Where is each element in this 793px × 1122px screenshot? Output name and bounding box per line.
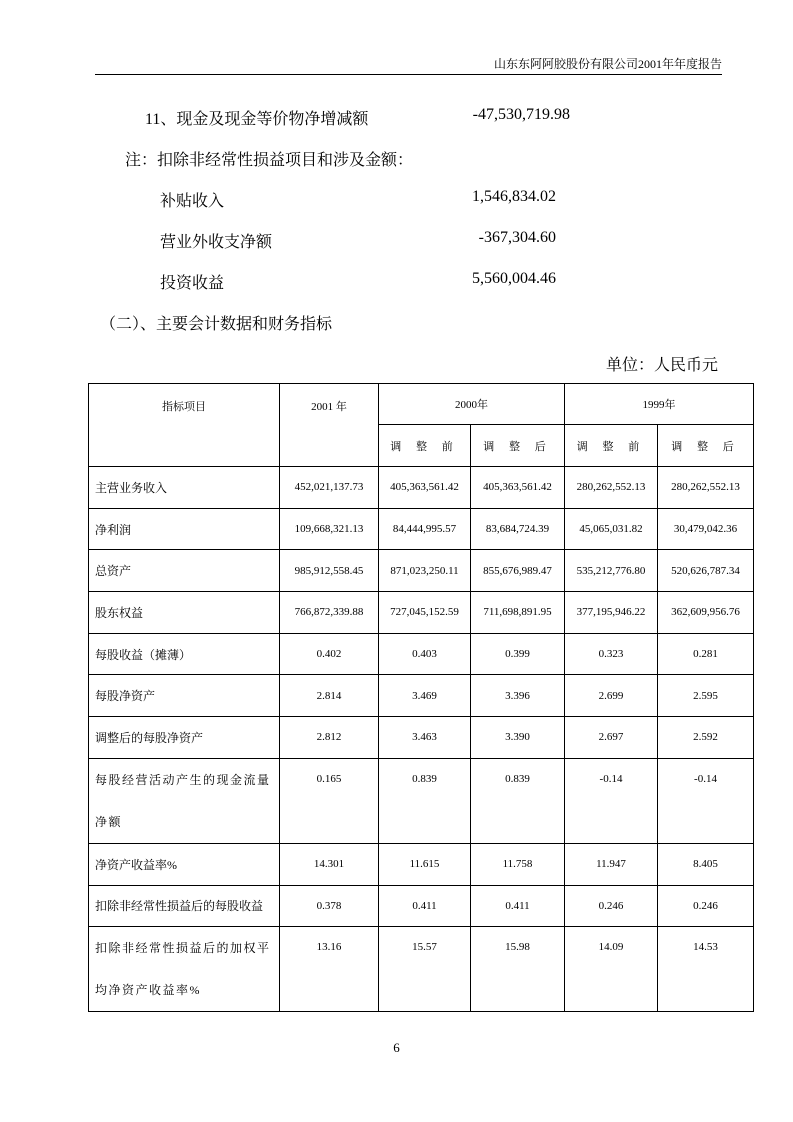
row-value: 871,023,250.11: [379, 550, 471, 592]
page-number: 6: [393, 1040, 400, 1055]
row-value: 8.405: [658, 843, 754, 885]
header-2000: 2000年: [379, 384, 565, 425]
row-value: 11.758: [471, 843, 565, 885]
row-value: 0.378: [280, 885, 379, 927]
note-item-label: 补贴收入: [160, 193, 225, 210]
row-value: 45,065,031.82: [565, 508, 658, 550]
note-item-value: 1,546,834.02: [472, 188, 556, 205]
row-value: 2.697: [565, 717, 658, 759]
row-value: 0.246: [658, 885, 754, 927]
note-item-value: 5,560,004.46: [472, 270, 556, 287]
table-row: [89, 885, 754, 927]
row-value: 15.98: [471, 927, 565, 1012]
table-row: [89, 843, 754, 885]
row-label: 调整后的每股净资产: [89, 717, 280, 759]
row-label: 总资产: [89, 550, 280, 592]
row-value: 3.469: [379, 675, 471, 717]
table-row: [89, 758, 754, 843]
row-value: 3.390: [471, 717, 565, 759]
row-value: 84,444,995.57: [379, 508, 471, 550]
table-row: [89, 508, 754, 550]
row-value: 0.402: [280, 633, 379, 675]
header-1999-before: 调 整 前: [565, 425, 658, 467]
row-value: 2.595: [658, 675, 754, 717]
table-row: [89, 717, 754, 759]
row-value: 520,626,787.34: [658, 550, 754, 592]
row-value: 766,872,339.88: [280, 592, 379, 634]
row-label: 净利润: [89, 508, 280, 550]
header-1999-after: 调 整 后: [658, 425, 754, 467]
table-row: [89, 467, 754, 509]
row-value: 3.396: [471, 675, 565, 717]
row-value: 2.812: [280, 717, 379, 759]
row-label: 主营业务收入: [89, 467, 280, 509]
row-value: 15.57: [379, 927, 471, 1012]
row-value: -0.14: [658, 758, 754, 843]
row-value: -0.14: [565, 758, 658, 843]
row-label: 每股经营活动产生的现金流量净额: [89, 758, 280, 843]
row-value: 855,676,989.47: [471, 550, 565, 592]
table-row: [89, 927, 754, 1012]
row-value: 0.411: [379, 885, 471, 927]
note-item-label: 营业外收支净额: [160, 234, 273, 251]
cash-item-value: -47,530,719.98: [472, 106, 570, 123]
row-value: 2.592: [658, 717, 754, 759]
row-value: 535,212,776.80: [565, 550, 658, 592]
table-row: [89, 592, 754, 634]
row-value: 0.411: [471, 885, 565, 927]
row-value: 377,195,946.22: [565, 592, 658, 634]
row-value: 0.839: [471, 758, 565, 843]
row-value: 0.165: [280, 758, 379, 843]
cash-item-label: 11、现金及现金等价物净增减额: [145, 111, 369, 128]
row-value: 30,479,042.36: [658, 508, 754, 550]
note-item-value: -367,304.60: [478, 229, 556, 246]
note-item-label: 投资收益: [160, 275, 225, 292]
section-title: （二）、主要会计数据和财务指标: [100, 316, 333, 333]
row-value: 0.399: [471, 633, 565, 675]
table-row: [89, 550, 754, 592]
table-row: [89, 675, 754, 717]
report-header: 山东东阿阿胶股份有限公司2001年年度报告: [493, 57, 722, 71]
row-value: 13.16: [280, 927, 379, 1012]
row-value: 3.463: [379, 717, 471, 759]
row-value: 14.09: [565, 927, 658, 1012]
row-value: 727,045,152.59: [379, 592, 471, 634]
row-value: 405,363,561.42: [471, 467, 565, 509]
row-value: 362,609,956.76: [658, 592, 754, 634]
table-row: [89, 633, 754, 675]
row-value: 0.246: [565, 885, 658, 927]
row-value: 11.947: [565, 843, 658, 885]
header-2001: 2001 年: [280, 384, 379, 467]
row-value: 405,363,561.42: [379, 467, 471, 509]
row-label: 净资产收益率%: [89, 843, 280, 885]
row-label: 扣除非经常性损益后的加权平均净资产收益率%: [89, 927, 280, 1012]
row-value: 14.301: [280, 843, 379, 885]
row-label: 每股收益（摊薄）: [89, 633, 280, 675]
financial-indicators-table: [88, 383, 754, 1012]
row-value: 280,262,552.13: [658, 467, 754, 509]
row-value: 0.281: [658, 633, 754, 675]
row-value: 0.839: [379, 758, 471, 843]
row-label: 每股净资产: [89, 675, 280, 717]
row-value: 0.323: [565, 633, 658, 675]
row-value: 452,021,137.73: [280, 467, 379, 509]
header-2000-after: 调 整 后: [471, 425, 565, 467]
row-value: 11.615: [379, 843, 471, 885]
row-value: 711,698,891.95: [471, 592, 565, 634]
row-value: 83,684,724.39: [471, 508, 565, 550]
row-value: 985,912,558.45: [280, 550, 379, 592]
header-item: 指标项目: [89, 384, 280, 467]
row-value: 109,668,321.13: [280, 508, 379, 550]
row-label: 股东权益: [89, 592, 280, 634]
row-label: 扣除非经常性损益后的每股收益: [89, 885, 280, 927]
row-value: 14.53: [658, 927, 754, 1012]
row-value: 0.403: [379, 633, 471, 675]
row-value: 2.814: [280, 675, 379, 717]
unit-label: 单位：人民币元: [605, 357, 718, 374]
row-value: 2.699: [565, 675, 658, 717]
header-divider: [95, 74, 722, 75]
note-title: 注：扣除非经常性损益项目和涉及金额：: [125, 152, 414, 169]
header-2000-before: 调 整 前: [379, 425, 471, 467]
row-value: 280,262,552.13: [565, 467, 658, 509]
header-1999: 1999年: [565, 384, 754, 425]
